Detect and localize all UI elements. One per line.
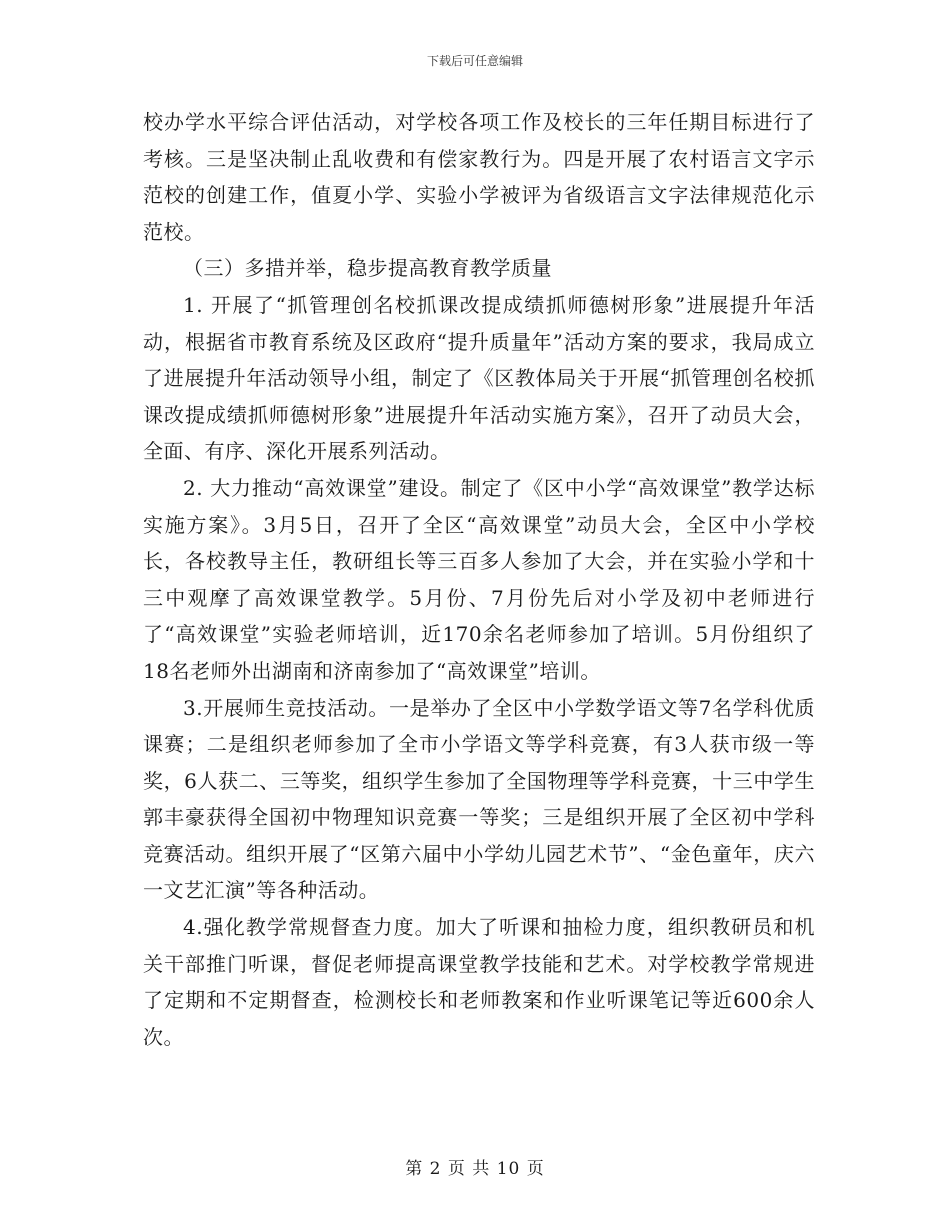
page-footer: 第 2 页 共 10 页	[405, 1159, 545, 1179]
page-header: 下载后可任意编辑	[426, 54, 523, 68]
paragraph-continuation: 校办学水平综合评估活动，对学校各项工作及校长的三年任期目标进行了考核。三是坚决制止乱收费和有偿家教行为。四是开展了农村语言文字示范校的创建工作，值夏小学、实验小学被评为省级语言文字法律规范化示范校。	[143, 110, 815, 244]
document-body	[143, 104, 815, 1055]
paragraph-item-4: 4.强化教学常规督查力度。加大了听课和抽检力度，组织教研员和机关干部推门听课，督促老师提高课堂教学技能和艺术。对学校教学常规进了定期和不定期督查，检测校长和老师教案和作业听课笔记等近600余人次。	[143, 915, 815, 1049]
paragraph-item-1: 1. 开展了“抓管理创名校抓课改提成绩抓师德树形象”进展提升年活动，根据省市教育系统及区政府“提升质量年”活动方案的要求，我局成立了进展提升年活动领导小组，制定了《区教体局关于开展“抓管理创名校抓课改提成绩抓师德树形象”进展提升年活动实施方案》，召开了动员大会，全面、有序、深化开展系列活动。	[143, 292, 815, 464]
paragraph-item-3: 3.开展师生竞技活动。一是举办了全区中小学数学语文等7名学科优质课赛；二是组织老师参加了全市小学语文等学科竞赛，有3人获市级一等奖，6人获二、三等奖，组织学生参加了全国物理等学科竞赛，十三中学生郭丰豪获得全国初中物理知识竞赛一等奖；三是组织开展了全区初中学科竞赛活动。组织开展了“区第六届中小学幼儿园艺术节”、“金色童年，庆六一文艺汇演”等各种活动。	[143, 695, 815, 903]
paragraph-item-2: 2. 大力推动“高效课堂”建设。制定了《区中小学“高效课堂”教学达标实施方案》。3月5日，召开了全区“高效课堂”动员大会，全区中小学校长，各校教导主任，教研组长等三百多人参加了大会，并在实验小学和十三中观摩了高效课堂教学。5月份、7月份先后对小学及初中老师进行了“高效课堂”实验老师培训，近170余名老师参加了培训。5月份组织了18名老师外出湖南和济南参加了“高效课堂”培训。	[143, 475, 815, 683]
section-heading: （三）多措并举，稳步提高教育教学质量	[183, 256, 552, 281]
